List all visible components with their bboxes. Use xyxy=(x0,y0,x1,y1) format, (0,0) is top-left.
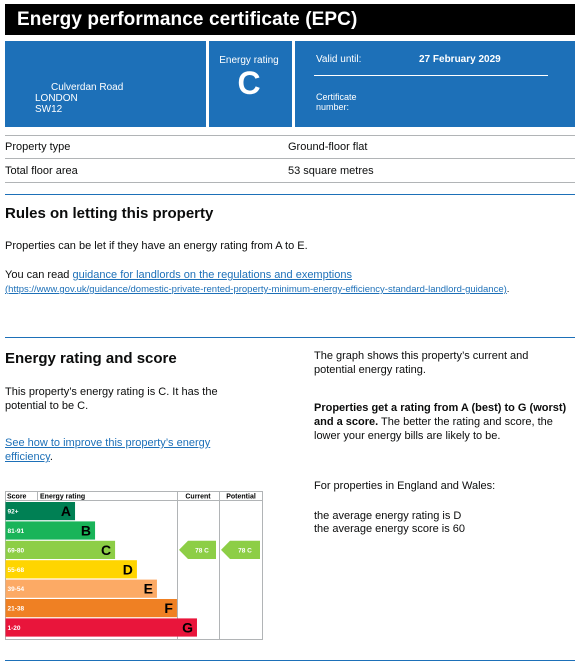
property-type-label: Property type xyxy=(5,141,71,153)
divider xyxy=(206,41,209,127)
header-current: Current xyxy=(185,493,211,501)
regions-text: For properties in England and Wales: xyxy=(314,480,496,492)
letting-heading: Rules on letting this property xyxy=(5,205,214,222)
valid-until-label: Valid until: xyxy=(316,54,362,65)
band-letter: G xyxy=(182,619,193,636)
divider xyxy=(314,75,548,76)
address xyxy=(35,82,123,115)
graph-explanation: The graph shows this property’s current and potential energy rating. xyxy=(314,350,529,376)
band-range-label: 69-80 xyxy=(7,547,25,555)
improve-suffix: . xyxy=(49,451,53,463)
band-letter: D xyxy=(122,561,133,578)
band-bar xyxy=(35,560,137,578)
band-letter: F xyxy=(164,600,173,617)
letting-guidance xyxy=(5,268,565,296)
band-bar xyxy=(35,599,177,617)
page-title: Energy performance certificate (EPC) xyxy=(17,9,358,30)
header-energy-rating: Energy rating xyxy=(40,493,86,501)
band-letter: B xyxy=(80,522,92,539)
average-score-text: the average energy score is 60 xyxy=(314,523,466,535)
header-score: Score xyxy=(7,493,27,501)
improve-link[interactable]: See how to improve this property’s energy efficiency xyxy=(5,437,211,463)
floor-area-value: 53 square metres xyxy=(288,165,374,177)
rating-label: Energy rating xyxy=(219,55,279,66)
band-letter: A xyxy=(60,503,72,520)
band-range-label: 81-91 xyxy=(7,528,25,535)
potential-marker-label: 78 C xyxy=(238,547,252,555)
band-bar xyxy=(35,618,197,636)
floor-area-label: Total floor area xyxy=(5,165,78,177)
guidance-link[interactable]: guidance for landlords on the regulations and exemptions xyxy=(72,269,352,281)
rating-letter: C xyxy=(237,65,261,101)
band-bar xyxy=(35,580,157,598)
energy-rating-para: This property’s energy rating is C. It has the potential to be C. xyxy=(5,386,218,412)
address-line-3: SW12 xyxy=(35,104,63,115)
valid-until-value: 27 February 2029 xyxy=(419,54,501,65)
divider xyxy=(292,41,295,127)
rating-explanation-rest: The better the rating and score, the lower your energy bills are likely to be. xyxy=(314,416,553,442)
letting-para: Properties can be let if they have an energy rating from A to E. xyxy=(5,240,308,252)
summary-box xyxy=(5,41,575,127)
average-rating-text: the average energy rating is D xyxy=(314,510,462,522)
band-letter: C xyxy=(100,541,112,558)
section-divider xyxy=(5,194,575,195)
band-range-label: 21-38 xyxy=(7,605,25,613)
band-range-label: 55-68 xyxy=(7,566,25,574)
guidance-suffix: . xyxy=(506,284,510,295)
guidance-url-link[interactable]: (https://www.gov.uk/guidance/domestic-private-rented-property-minimum-energy-efficiency-standard-landlord-guidance) xyxy=(5,284,507,295)
energy-rating-chart xyxy=(5,491,263,640)
title-bar xyxy=(5,4,575,35)
improve-para xyxy=(5,436,255,464)
divider xyxy=(5,135,575,136)
address-line-1: Culverdan Road xyxy=(51,82,124,93)
certificate-number-label: Certificate number: xyxy=(316,92,357,112)
divider xyxy=(5,158,575,159)
rating-explanation xyxy=(314,401,569,443)
current-marker-label: 78 C xyxy=(195,547,209,555)
band-letter: E xyxy=(143,580,153,597)
address-line-2: LONDON xyxy=(35,93,78,104)
guidance-prefix: You can read xyxy=(5,269,73,281)
energy-heading: Energy rating and score xyxy=(5,350,177,367)
rating-bands xyxy=(6,502,197,637)
divider xyxy=(5,182,575,183)
header-potential: Potential xyxy=(226,493,256,501)
property-type-value: Ground-floor flat xyxy=(288,141,368,153)
rating-explanation-bold: Properties get a rating from A (best) to G (worst) and a score. xyxy=(314,402,567,428)
section-divider xyxy=(5,337,575,338)
band-range-label: 1-20 xyxy=(7,625,21,632)
section-divider xyxy=(5,660,575,661)
band-range-label: 39-54 xyxy=(7,586,25,594)
band-range-label: 92+ xyxy=(7,508,19,516)
